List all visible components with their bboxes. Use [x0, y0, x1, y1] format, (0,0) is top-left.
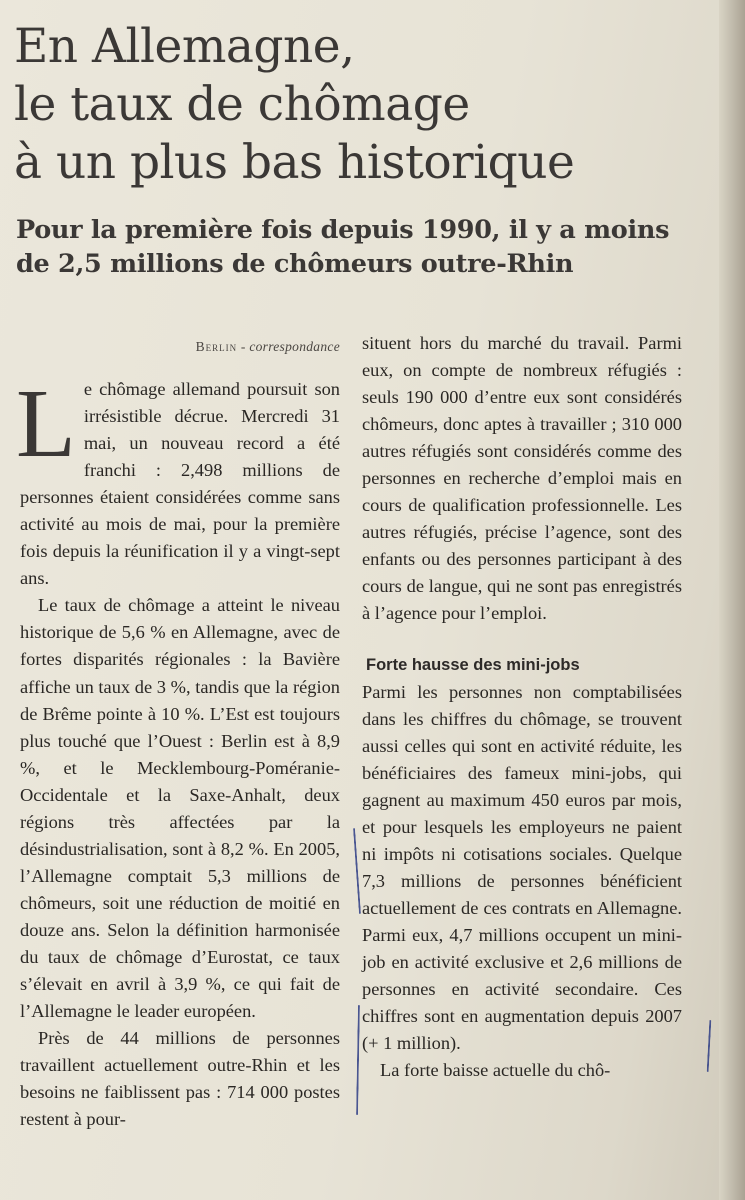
- subheadline-line: de 2,5 millions de chômeurs outre-Rhin: [16, 249, 574, 279]
- body-paragraph: situent hors du marché du travail. Parmi eux, on compte de nombreux réfugiés : seuls 190 000 d’entre eux sont considérés chômeurs, donc aptes à travailler ; 310 000 autres réfugiés sont considérés comme des personnes en recherche d’emploi mais en cours de qualification professionnelle. Les autres réfugiés, précise l’agence, sont des enfants ou des personnes participant à des cours de langue, qui ne sont pas enregistrés à l’agence pour l’emploi.: [362, 333, 682, 624]
- body-paragraph: Près de 44 millions de personnes travaillent actuellement outre-Rhin et les besoins ne faiblissent pas : 714 000 postes restent à pour-: [20, 1028, 340, 1130]
- headline: [14, 18, 704, 192]
- headline-line: En Allemagne,: [14, 19, 355, 74]
- subheadline-line: Pour la première fois depuis 1990, il y a moins: [16, 215, 670, 245]
- intertitle: Forte hausse des mini-jobs: [366, 655, 580, 674]
- headline-line: le taux de chômage: [14, 77, 470, 132]
- headline-line: à un plus bas historique: [14, 135, 575, 190]
- dateline-separator: -: [237, 339, 250, 354]
- pen-mark: [707, 1020, 712, 1072]
- dateline-place: Berlin: [195, 339, 238, 354]
- page-edge-shadow: [719, 0, 745, 1200]
- pen-mark: [353, 828, 361, 914]
- body-paragraph: Le taux de chômage a atteint le niveau historique de 5,6 % en Allemagne, avec de fortes disparités régionales : la Bavière affiche un taux de 3 %, tandis que la région de Brême pointe à 10 %. L’Est est toujours plus touché que l’Ouest : Berlin est à 8,9 %, et le Mecklembourg-Poméranie-Occidentale et la Saxe-Anhalt, deux régions très affectées par la désindustrialisation, sont à 8,2 %. En 2005, l’Allemagne comptait 5,3 millions de chômeurs, soit une réduction de moitié en douze ans. Selon la définition harmonisée du taux de chômage d’Eurostat, ce taux s’élevait en avril à 3,9 %, ce qui fait de l’Allemagne le leader européen.: [20, 595, 340, 1022]
- article-column-left: [16, 330, 340, 1133]
- drop-cap: L: [16, 370, 76, 478]
- pen-mark: [356, 1005, 360, 1115]
- subheadline: [16, 213, 706, 281]
- dateline-role: correspondance: [249, 339, 340, 354]
- lead-text: e chômage allemand poursuit son irrésistible décrue. Mercredi 31 mai, un nouveau record a été franchi : 2,498 millions de personnes étaient considérées comme sans activité au mois de mai, pour la première fois depuis la réunification il y a vingt-sept ans.: [20, 379, 340, 589]
- dateline: [20, 330, 340, 364]
- body-paragraph: La forte baisse actuelle du chô-: [380, 1060, 611, 1081]
- article-column-right: [362, 330, 682, 1084]
- lead-paragraph: [16, 370, 340, 592]
- body-paragraph: Parmi les personnes non comptabilisées dans les chiffres du chômage, se trouvent aussi celles qui sont en activité réduite, les bénéficiaires des fameux mini-jobs, qui gagnent au maximum 450 euros par mois, et pour lesquels les employeurs ne paient ni impôts ni cotisations sociales. Quelque 7,3 millions de personnes bénéficient actuellement de ces contrats en Allemagne. Parmi eux, 4,7 millions occupent un mini-job en activité exclusive et 2,6 millions de personnes en activité secondaire. Ces chiffres sont en augmentation depuis 2007 (+ 1 million).: [362, 681, 682, 1054]
